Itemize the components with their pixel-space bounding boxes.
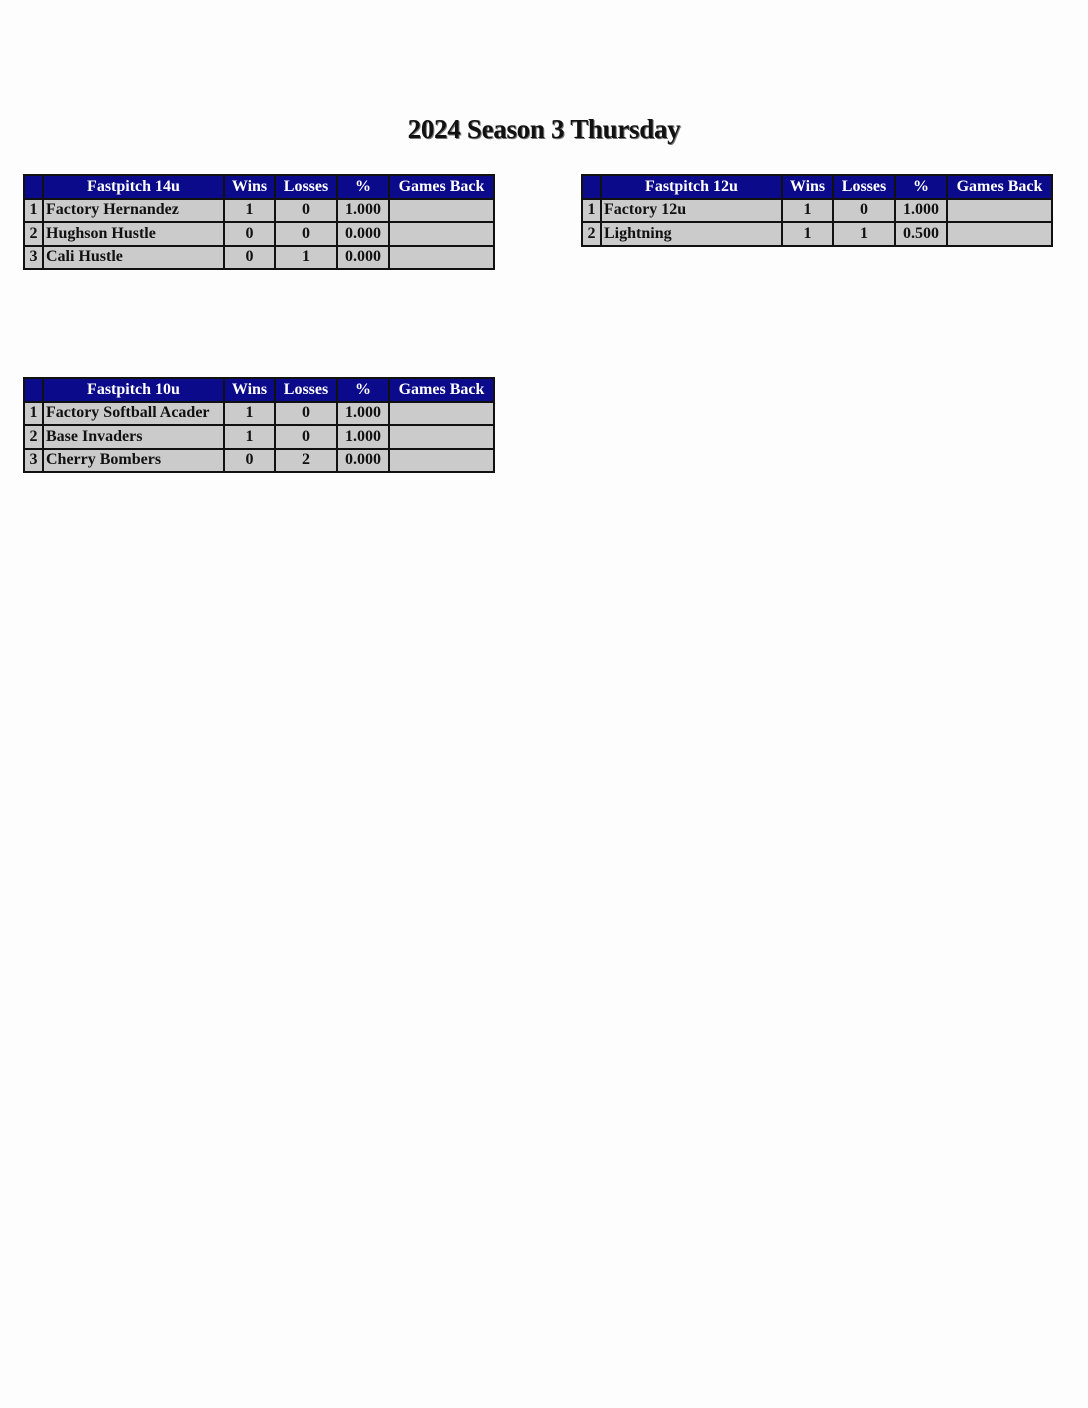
- team-cell: Factory Softball Acader: [43, 402, 224, 426]
- table-row: [582, 222, 1052, 246]
- pct-cell: 0.000: [337, 246, 389, 270]
- standings-table-fastpitch-10u: [23, 377, 495, 473]
- table-header-row: [582, 175, 1052, 199]
- team-cell: Cali Hustle: [43, 246, 224, 270]
- pct-cell: 1.000: [895, 199, 947, 223]
- rank-cell: 2: [24, 222, 43, 246]
- table-row: [24, 449, 494, 473]
- table-row: [24, 222, 494, 246]
- standings-table-fastpitch-12u: [581, 174, 1053, 247]
- games-back-header: Games Back: [389, 175, 494, 199]
- team-cell: Lightning: [601, 222, 782, 246]
- table-row: [24, 246, 494, 270]
- pct-cell: 1.000: [337, 402, 389, 426]
- losses-cell: 1: [275, 246, 337, 270]
- games-back-cell: [389, 449, 494, 473]
- team-cell: Factory Hernandez: [43, 199, 224, 223]
- rank-header: [582, 175, 601, 199]
- team-cell: Cherry Bombers: [43, 449, 224, 473]
- table-row: [24, 425, 494, 449]
- games-back-cell: [389, 199, 494, 223]
- table-header-row: [24, 378, 494, 402]
- wins-header: Wins: [782, 175, 833, 199]
- rank-header: [24, 378, 43, 402]
- standings-table-fastpitch-14u: [23, 174, 495, 270]
- pct-cell: 0.000: [337, 449, 389, 473]
- wins-cell: 1: [782, 222, 833, 246]
- losses-cell: 0: [275, 222, 337, 246]
- wins-cell: 1: [782, 199, 833, 223]
- games-back-cell: [389, 246, 494, 270]
- page-title: 2024 Season 3 Thursday: [407, 114, 681, 144]
- pct-cell: 0.000: [337, 222, 389, 246]
- losses-header: Losses: [275, 378, 337, 402]
- losses-cell: 0: [275, 199, 337, 223]
- table-header-row: [24, 175, 494, 199]
- rank-cell: 1: [582, 199, 601, 223]
- games-back-cell: [389, 402, 494, 426]
- team-cell: Base Invaders: [43, 425, 224, 449]
- wins-cell: 0: [224, 449, 275, 473]
- team-cell: Factory 12u: [601, 199, 782, 223]
- pct-header: %: [337, 378, 389, 402]
- rank-cell: 1: [24, 199, 43, 223]
- rank-cell: 3: [24, 246, 43, 270]
- losses-cell: 1: [833, 222, 895, 246]
- wins-cell: 1: [224, 425, 275, 449]
- division-header: Fastpitch 14u: [43, 175, 224, 199]
- division-header: Fastpitch 10u: [43, 378, 224, 402]
- games-back-header: Games Back: [389, 378, 494, 402]
- wins-cell: 1: [224, 402, 275, 426]
- pct-cell: 1.000: [337, 425, 389, 449]
- table-row: [24, 402, 494, 426]
- wins-header: Wins: [224, 378, 275, 402]
- games-back-cell: [947, 199, 1052, 223]
- games-back-cell: [389, 222, 494, 246]
- wins-cell: 1: [224, 199, 275, 223]
- wins-header: Wins: [224, 175, 275, 199]
- losses-cell: 2: [275, 449, 337, 473]
- table-row: [24, 199, 494, 223]
- rank-cell: 2: [582, 222, 601, 246]
- rank-cell: 1: [24, 402, 43, 426]
- team-cell: Hughson Hustle: [43, 222, 224, 246]
- losses-cell: 0: [275, 425, 337, 449]
- rank-cell: 3: [24, 449, 43, 473]
- pct-header: %: [337, 175, 389, 199]
- losses-cell: 0: [275, 402, 337, 426]
- pct-cell: 0.500: [895, 222, 947, 246]
- pct-header: %: [895, 175, 947, 199]
- losses-header: Losses: [833, 175, 895, 199]
- table-row: [582, 199, 1052, 223]
- games-back-cell: [947, 222, 1052, 246]
- wins-cell: 0: [224, 246, 275, 270]
- pct-cell: 1.000: [337, 199, 389, 223]
- games-back-cell: [389, 425, 494, 449]
- wins-cell: 0: [224, 222, 275, 246]
- division-header: Fastpitch 12u: [601, 175, 782, 199]
- losses-cell: 0: [833, 199, 895, 223]
- games-back-header: Games Back: [947, 175, 1052, 199]
- losses-header: Losses: [275, 175, 337, 199]
- rank-header: [24, 175, 43, 199]
- rank-cell: 2: [24, 425, 43, 449]
